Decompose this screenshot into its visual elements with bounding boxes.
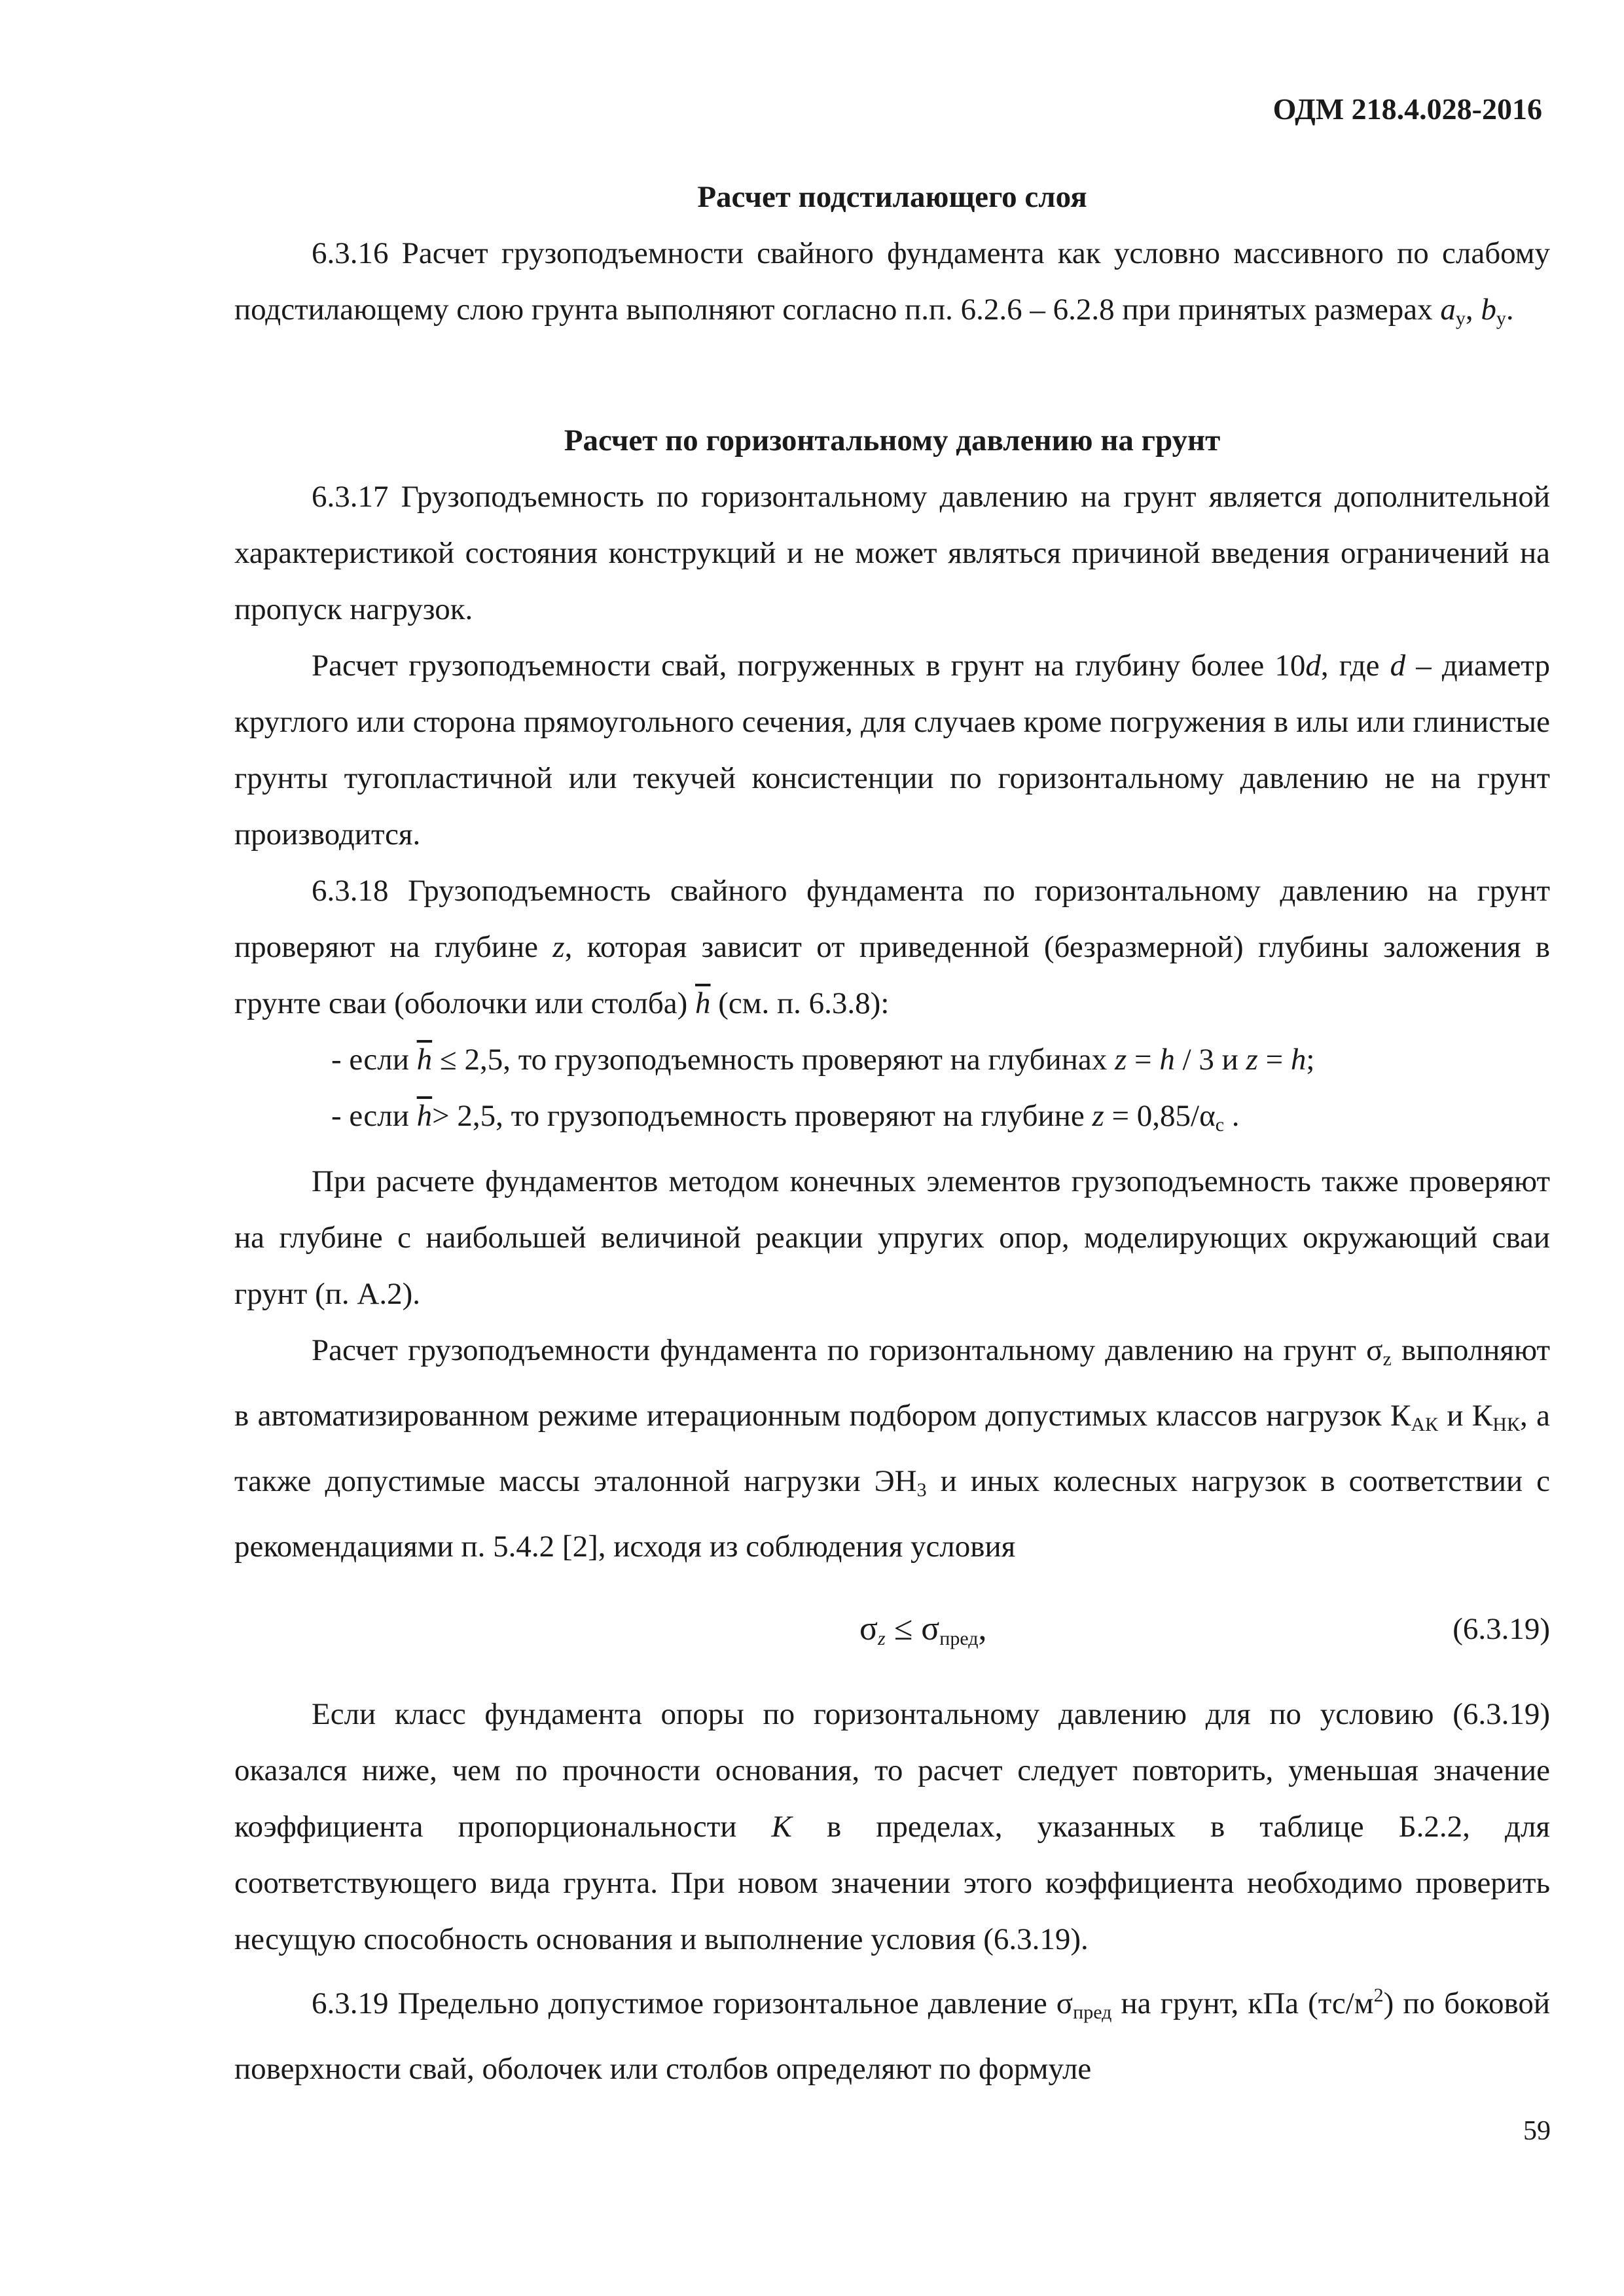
formula-number: (6.3.19) — [1453, 1612, 1550, 1646]
formula-6-3-19 — [234, 1601, 1550, 1666]
formula-expression: $\sigma_z \le \sigma_{пред}$, — [859, 1610, 987, 1649]
paragraph-6-3-19: 6.3.19 Предельно допустимое горизонтальное давление $\sigma_{пред}$ на грунт, кПа $(тс/м^2)$ по боковой поверхности свай, оболочек или столбов определяют по формуле — [234, 1984, 1550, 2086]
section-heading: Расчет по горизонтальному давлению на грунт — [564, 423, 1221, 457]
section-heading: Расчет подстилающего слоя — [697, 180, 1087, 214]
section-horizontal-pressure — [234, 412, 1550, 2097]
page-number: 59 — [1523, 2116, 1551, 2146]
paragraph-6-3-18: 6.3.18 Грузоподъемность свайного фундамента по горизонтальному давлению на грунт проверяют на глубине z, которая зависит от приведенной (безразмерной) глубины заложения в грунте сваи (оболочки или столба) $\overline{h}$ (см. п. 6.3.8): — [234, 874, 1550, 1020]
paragraph-fem-check: При расчете фундаментов методом конечных элементов грузоподъемность также проверяют на глубине с наибольшей величиной реакции упругих опор, моделирующих окружающий сваи грунт (п. А.2). — [234, 1164, 1550, 1311]
paragraph-6-3-17: 6.3.17 Грузоподъемность по горизонтальному давлению на грунт является дополнительной характеристикой состояния конструкций и не может являться причиной введения ограничений на пропуск нагрузок. — [234, 480, 1550, 626]
paragraph-sigma-calc: Расчет грузоподъемности фундамента по горизонтальному давлению на грунт $\sigma_z$ выполняют в автоматизированном режиме итерационным подбором допустимых классов нагрузок $К_{АК}$ и $К_{НК}$, а также допустимые массы эталонной нагрузки $ЭН_3$ и иных колесных нагрузок в соответствии с рекомендациями п. 5.4.2 [2], исходя из соблюдения условия — [234, 1333, 1551, 1564]
bullet-condition-2: - если $\overline{h}> 2,5$, то грузоподъемность проверяют на глубине $z = 0,85/\alpha_c$ . — [331, 1099, 1240, 1136]
paragraph-pile-depth: Расчет грузоподъемности свай, погруженных в грунт на глубину более 10d, где d – диаметр круглого или сторона прямоугольного сечения, для случаев кроме погружения в илы или глинистые грунты тугопластичной или текучей консистенции по горизонтальному давлению не на грунт производится. — [234, 649, 1550, 852]
bullet-condition-1: - если $\overline{h} \le 2,5$, то грузоподъемность проверяют на глубинах z = h / 3 и z = h; — [331, 1043, 1315, 1077]
paragraph-6-3-16: 6.3.16 Расчет грузоподъемности свайного фундамента как условно массивного по слабому подстилающему слою грунта выполняют согласно п.п. 6.2.6 – 6.2.8 при принятых размерах $a_у$, $b_у$. — [234, 236, 1550, 329]
document-code: ОДМ 218.4.028-2016 — [1272, 92, 1542, 126]
paragraph-class-repeat: Если класс фундамента опоры по горизонтальному давлению для по условию (6.3.19) оказался ниже, чем по прочности основания, то расчет следует повторить, уменьшая значение коэффициента пропорциональности K в пределах, указанных в таблице Б.2.2, для соответствующего вида грунта. При новом значении этого коэффициента необходимо проверить несущую способность основания и выполнение условия (6.3.19). — [234, 1697, 1551, 1956]
section-underlying-layer — [234, 169, 1550, 347]
